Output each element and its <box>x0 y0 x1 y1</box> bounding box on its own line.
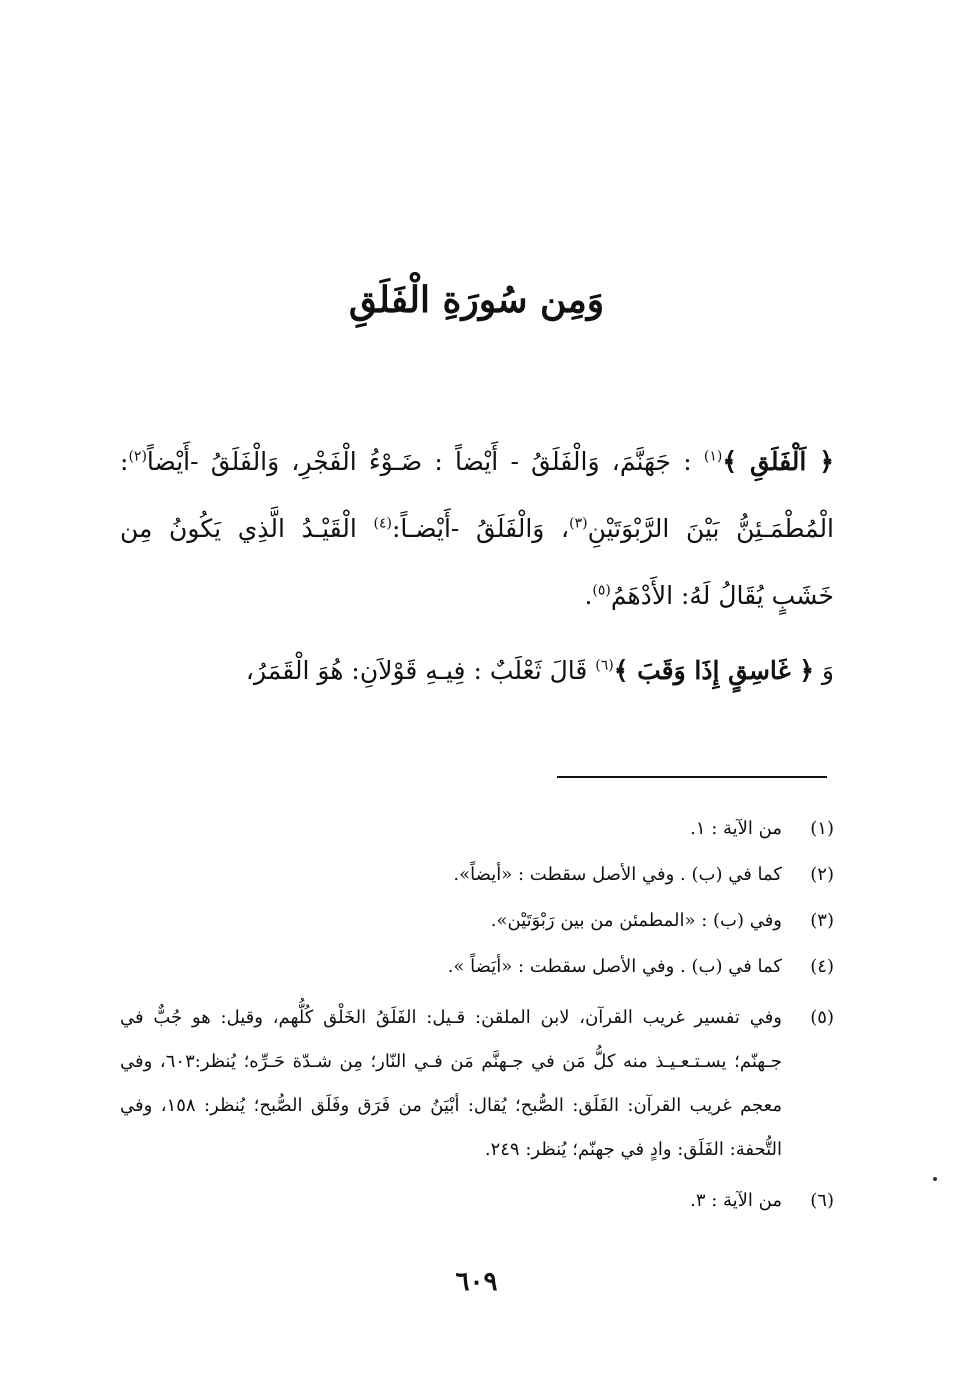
paragraph-2 <box>120 637 834 704</box>
footnote-ref-2: (٢) <box>128 448 147 465</box>
text-segment: . <box>584 581 593 610</box>
footnote-number: (٥) <box>810 1007 834 1028</box>
text-segment: قَالَ ثَعْلَبٌ : فِيـهِ قَوْلاَنِ: هُوَ الْقَمَرُ، <box>245 656 596 685</box>
footnote-number: (٤) <box>810 956 834 977</box>
footnote-text: كما في (ب) . وفي الأصل سقطت : «أيضاً». <box>453 864 782 885</box>
footnote-item <box>120 950 834 984</box>
footnote-ref-1: (١) <box>703 448 723 465</box>
footnote-item <box>120 858 834 892</box>
surah-title: وَمِن سُورَةِ الْفَلَقِ <box>348 279 605 321</box>
main-text <box>120 428 834 704</box>
footnote-text: من الآية : ١. <box>690 818 782 839</box>
footnotes <box>120 812 834 1230</box>
paragraph-1 <box>120 428 834 629</box>
footnote-ref-4: (٤) <box>373 515 392 532</box>
text-segment: ، وَالْفَلَقُ -أَيْضـاً: <box>391 514 570 543</box>
footnote-number: (٢) <box>810 864 834 885</box>
text-segment: وَ <box>813 656 834 685</box>
footnote-item <box>120 1184 834 1218</box>
footnote-ref-6: (٦) <box>595 657 614 674</box>
scan-speck <box>933 1177 937 1181</box>
footnote-item <box>120 812 834 846</box>
footnote-text: وفي تفسير غريب القرآن، لابن الملقن: قـيل: الفَلَقُ الخَلْق كُلُّهم، وقيل: هو جُبٌّ في جـهنّم؛ يسـتـعـيـذ منه كلُّ مَن في جـهنَّم مَن فـي النّار؛ مِن شـدّة حَـرِّه؛ يُنظر:٦٠٣، وفي معجم غريب القرآن: الفَلَق: الصُّبح؛ يُقال: أبْيَنُ من فَرَق وفَلَق الصُّبح؛ يُنظر: ١٥٨، وفي التُّحفة: الفَلَق: وادٍ في جهنّم؛ يُنظر: ٢٤٩. <box>120 1007 782 1160</box>
quran-phrase-ghasiq: ﴿ غَاسِقٍ إِذَا وَقَبَ ﴾ <box>613 656 814 685</box>
footnote-separator <box>557 776 827 778</box>
quran-word-falaq: ﴿ اَلْفَلَقِ ﴾ <box>722 447 834 476</box>
text-segment: : الْمُطْمَـئِنُّ بَيْنَ الرَّبْوَتَيْنِ <box>120 447 835 543</box>
footnote-number: (٦) <box>810 1190 834 1211</box>
footnote-ref-5: (٥) <box>592 582 611 599</box>
text-segment: الْقَيْـدُ الَّذِي يَكُونُ مِن خَشَبٍ يُقَالُ لَهُ: الأَدْهَمُ <box>120 514 834 610</box>
footnote-text: من الآية : ٣. <box>690 1190 782 1211</box>
footnote-item <box>120 904 834 938</box>
footnote-text: كما في (ب) . وفي الأصل سقطت : «أيَضاً ». <box>447 956 782 977</box>
footnote-item <box>120 996 834 1172</box>
footnote-number: (١) <box>810 818 834 839</box>
footnote-text: وفي (ب) : «المطمئن من بين رَبْوَتَيْن». <box>490 910 782 931</box>
text-segment: : جَهَنَّمَ، وَالْفَلَقُ - أَيْضاً : ضَـوْءُ الْفَجْرِ، وَالْفَلَقُ -أَيْضاً <box>146 447 704 476</box>
page-number: ٦٠٩ <box>455 1267 498 1297</box>
footnote-number: (٣) <box>810 910 834 931</box>
footnote-ref-3: (٣) <box>569 515 588 532</box>
